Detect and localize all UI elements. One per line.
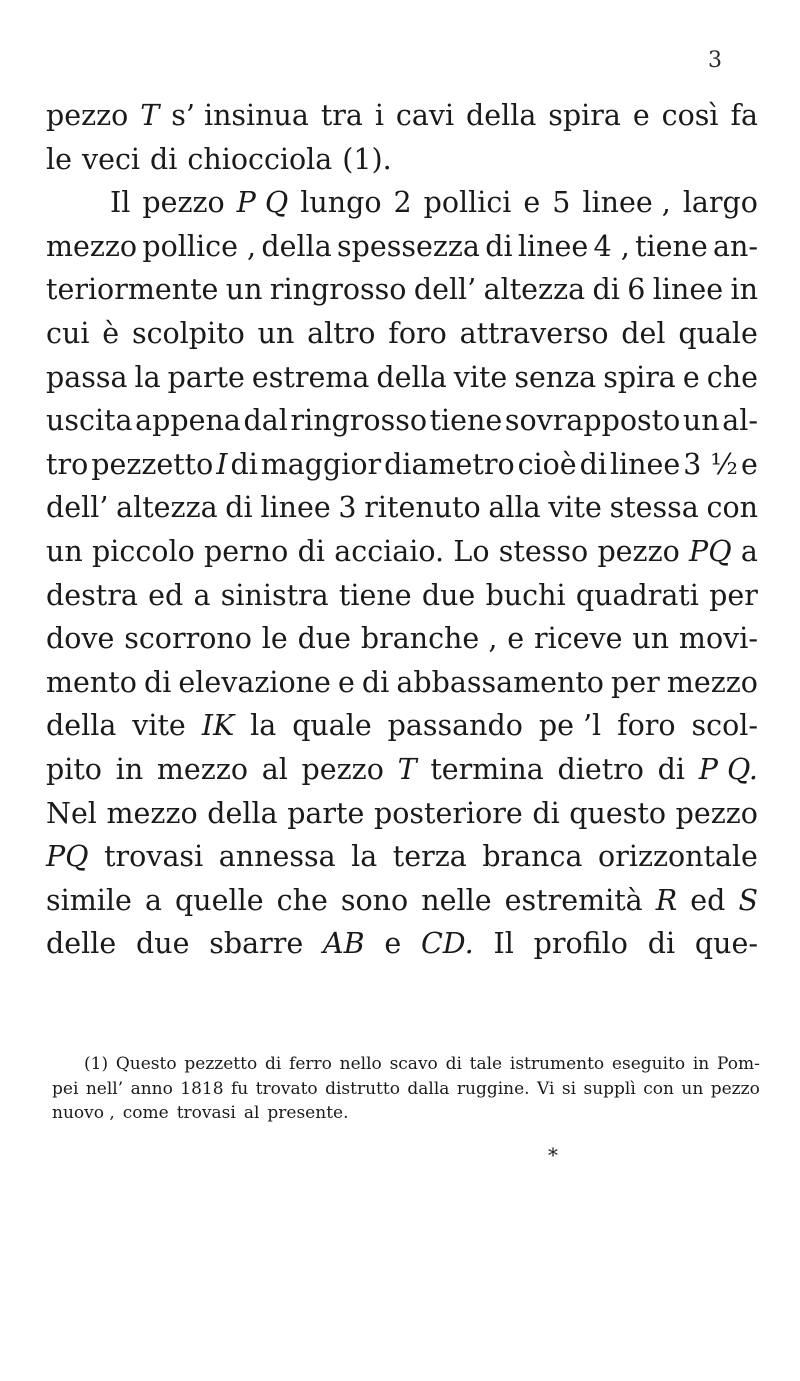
word: stessa — [609, 491, 699, 525]
word: di — [230, 447, 258, 481]
word: che — [276, 883, 328, 917]
word: a — [144, 883, 162, 917]
word: di — [150, 142, 178, 176]
footnote-line — [52, 1052, 760, 1077]
word: parte — [287, 796, 365, 830]
word: linee — [609, 447, 681, 481]
word: i — [374, 99, 384, 132]
word: pezzo — [710, 1078, 760, 1099]
word: R — [655, 883, 678, 917]
word: s’ insinua — [171, 99, 309, 132]
word: la — [134, 360, 161, 394]
word: pezzo — [142, 186, 225, 220]
word: ferro — [289, 1054, 332, 1074]
word: dell’ — [46, 491, 109, 525]
word: un — [632, 622, 670, 656]
paragraph-1 — [46, 94, 758, 181]
word: un — [682, 404, 720, 438]
page-number: 3 — [708, 48, 722, 73]
word: simile — [46, 883, 132, 917]
word: presente. — [267, 1103, 349, 1123]
word: branca — [482, 840, 583, 874]
word: P Q — [236, 186, 289, 220]
word: altro — [307, 316, 376, 350]
text-line — [46, 792, 758, 836]
word: 5 — [552, 186, 571, 220]
word: Lo — [453, 534, 490, 568]
text-line — [46, 486, 758, 530]
word: scol- — [691, 709, 758, 743]
word: dal — [243, 404, 288, 438]
word: foro — [388, 316, 447, 350]
word: terza — [392, 840, 467, 874]
word: distrutto — [325, 1078, 400, 1099]
paragraph-2 — [46, 181, 758, 966]
word: Vi — [537, 1078, 555, 1099]
word: per — [611, 665, 660, 699]
word: di — [579, 447, 607, 481]
word: alla — [488, 491, 541, 525]
word: elevazione — [178, 665, 331, 699]
word: di — [225, 491, 253, 525]
word: tiene — [338, 578, 412, 612]
word: acciaio. — [334, 534, 445, 568]
text-line — [46, 704, 758, 748]
word: delle — [46, 927, 117, 961]
footnote — [52, 1052, 760, 1126]
text-line — [46, 399, 758, 443]
word: Il — [493, 927, 514, 961]
word: ringrosso — [290, 404, 427, 438]
word: si — [561, 1078, 577, 1099]
word: pezzetto — [91, 447, 214, 481]
word: linee — [517, 229, 589, 263]
word: al — [261, 752, 288, 786]
word: della — [466, 99, 537, 132]
text-line — [46, 225, 758, 269]
word: della — [376, 360, 447, 394]
word: tiene — [635, 229, 708, 263]
word: 3 — [338, 491, 357, 525]
word: linee — [652, 273, 724, 307]
word: della — [261, 229, 332, 263]
text-line — [46, 138, 758, 182]
word: ruggine. — [456, 1078, 530, 1099]
word: tro — [46, 447, 89, 481]
word: teriormente — [46, 273, 219, 307]
word: quale — [678, 316, 758, 350]
word: veci — [81, 142, 141, 176]
word: la — [250, 709, 277, 743]
word: estrema — [251, 360, 370, 394]
word: P Q. — [698, 752, 758, 786]
text-line — [46, 922, 758, 966]
word: istrumento — [509, 1054, 605, 1074]
word: scolpito — [131, 316, 245, 350]
word: I — [216, 447, 228, 481]
word: al- — [722, 404, 758, 438]
word: nell’ — [85, 1078, 124, 1099]
word: abbassamento — [396, 665, 604, 699]
word: scavo — [389, 1054, 438, 1074]
word: quadrati — [575, 578, 699, 612]
word: con — [706, 491, 758, 525]
word: T — [397, 752, 417, 786]
word: di — [143, 665, 172, 699]
word: in — [115, 752, 144, 786]
word: altezza — [116, 491, 218, 525]
word: fu — [230, 1078, 249, 1099]
word: AB — [323, 927, 365, 961]
word: mezzo — [156, 752, 248, 786]
word: supplì — [583, 1078, 636, 1099]
word: anno — [130, 1078, 173, 1099]
word: sono — [340, 883, 409, 917]
word: Questo — [115, 1054, 177, 1074]
word: un — [257, 316, 295, 350]
word: que- — [694, 927, 758, 961]
word: (1). — [342, 142, 392, 176]
word: tale — [469, 1054, 503, 1074]
text-line — [46, 181, 758, 225]
word: maggior — [260, 447, 382, 481]
word: sovrapposto — [504, 404, 681, 438]
word: posteriore — [373, 796, 523, 830]
word: branche , — [360, 622, 498, 656]
word: di — [297, 534, 325, 568]
text-line — [46, 94, 758, 138]
footnote-line — [52, 1077, 760, 1102]
word: due — [421, 578, 476, 612]
word: della — [46, 709, 117, 743]
word: spessezza — [337, 229, 480, 263]
word: cavi — [395, 99, 455, 132]
body-text — [46, 94, 758, 966]
word: tiene — [429, 404, 503, 438]
word: al — [243, 1103, 260, 1123]
word: di — [445, 1054, 462, 1074]
word: di — [532, 796, 560, 830]
word: altezza — [483, 273, 586, 307]
word: un — [681, 1078, 704, 1099]
word: nelle — [421, 883, 492, 917]
word: annessa — [218, 840, 336, 874]
word: di — [657, 752, 686, 786]
word: pezzo — [675, 796, 758, 830]
word: per — [709, 578, 758, 612]
word: profilo — [533, 927, 628, 961]
word: appena — [135, 404, 241, 438]
word: ed — [148, 578, 184, 612]
word: 1818 — [180, 1078, 224, 1099]
word: quelle — [175, 883, 264, 917]
word: in — [692, 1054, 710, 1074]
word: di — [485, 229, 513, 263]
word: largo — [682, 186, 758, 220]
word: pito — [46, 752, 102, 786]
word: questo — [569, 796, 666, 830]
word: dalla — [407, 1078, 450, 1099]
word: e — [632, 99, 650, 132]
word: 4 , — [593, 229, 630, 263]
word: a — [740, 534, 758, 568]
word: con — [643, 1078, 674, 1099]
word: un — [46, 534, 83, 568]
word: e — [337, 665, 355, 699]
word: un — [225, 273, 263, 307]
word: lungo — [300, 186, 382, 220]
word: pezzo — [46, 99, 129, 132]
word: e — [523, 186, 541, 220]
word: ritenuto — [364, 491, 481, 525]
word: ed — [690, 883, 726, 917]
word: 6 — [627, 273, 646, 307]
word: della — [207, 796, 278, 830]
text-line — [46, 268, 758, 312]
word: (1) — [84, 1054, 109, 1074]
word: PQ — [689, 534, 732, 568]
word: pe ’l — [538, 709, 602, 743]
word: sinistra — [220, 578, 329, 612]
word: an- — [713, 229, 758, 263]
word: di — [592, 273, 620, 307]
word: tra — [320, 99, 363, 132]
word: Nel — [46, 796, 97, 830]
word: riceve — [533, 622, 623, 656]
word: e — [507, 622, 525, 656]
text-line — [46, 530, 758, 574]
word: linee — [260, 491, 331, 525]
text-line — [46, 312, 758, 356]
word: pezzo — [597, 534, 680, 568]
word: T — [140, 99, 160, 132]
text-line — [46, 835, 758, 879]
word: mezzo — [666, 665, 758, 699]
word: senza — [514, 360, 597, 394]
word: cioè — [517, 447, 577, 481]
word: del — [621, 316, 666, 350]
word: due — [136, 927, 190, 961]
text-line — [46, 661, 758, 705]
text-line — [46, 748, 758, 792]
word: mento — [46, 665, 137, 699]
word: attraverso — [459, 316, 609, 350]
word: 3 ½ — [683, 447, 739, 481]
word: movi- — [678, 622, 758, 656]
text-line — [46, 879, 758, 923]
word: così — [661, 99, 719, 132]
word: piccolo — [92, 534, 195, 568]
text-line — [46, 574, 758, 618]
word: Il — [110, 186, 131, 220]
word: PQ — [46, 840, 89, 874]
word: destra — [46, 578, 138, 612]
word: orizzontale — [598, 840, 758, 874]
word: trovasi — [104, 840, 204, 874]
word: termina — [430, 752, 544, 786]
word: quale — [292, 709, 372, 743]
word: scorrono — [124, 622, 252, 656]
word: pollici — [423, 186, 512, 220]
text-line — [46, 356, 758, 400]
word: è — [102, 316, 120, 350]
word: passa — [46, 360, 128, 394]
word: perno — [204, 534, 289, 568]
word: chiocciola — [187, 142, 333, 176]
word: trovasi — [176, 1103, 236, 1123]
word: sbarre — [209, 927, 304, 961]
word: e — [741, 447, 758, 481]
word: foro — [617, 709, 676, 743]
word: stesso — [498, 534, 589, 568]
word: pei — [52, 1078, 79, 1099]
word: pollice , — [142, 229, 257, 263]
word: pezzetto — [184, 1054, 258, 1074]
word: la — [351, 840, 378, 874]
word: S — [738, 883, 758, 917]
word: cui — [46, 316, 90, 350]
word: dell’ — [413, 273, 477, 307]
word: e — [384, 927, 402, 961]
word: dietro — [557, 752, 644, 786]
word: le — [46, 142, 72, 176]
word: diametro — [384, 447, 515, 481]
word: buchi — [485, 578, 566, 612]
word: e — [682, 360, 700, 394]
word: a — [193, 578, 211, 612]
word: mezzo — [106, 796, 198, 830]
word: di — [361, 665, 390, 699]
word: mezzo — [46, 229, 138, 263]
word: passando — [387, 709, 523, 743]
word: dove — [46, 622, 115, 656]
word: vite — [132, 709, 186, 743]
word: di — [264, 1054, 282, 1074]
word: spira — [548, 99, 621, 132]
word: pezzo — [301, 752, 384, 786]
footnote-line — [52, 1101, 760, 1126]
word: Pom- — [717, 1054, 760, 1074]
word: parte — [167, 360, 245, 394]
word: come — [122, 1103, 169, 1123]
word: due — [297, 622, 352, 656]
word: 2 — [393, 186, 412, 220]
word: estremità — [504, 883, 643, 917]
word: IK — [201, 709, 235, 743]
word: spira — [603, 360, 676, 394]
word: CD. — [420, 927, 474, 961]
word: fa — [730, 99, 758, 132]
word: di — [647, 927, 676, 961]
word: nello — [339, 1054, 382, 1074]
word: trovato — [255, 1078, 318, 1099]
word: uscita — [46, 404, 133, 438]
word: nuovo , — [52, 1103, 115, 1123]
word: che — [706, 360, 758, 394]
word: linee , — [582, 186, 671, 220]
word: eseguito — [611, 1054, 686, 1074]
word: vite — [548, 491, 602, 525]
text-line — [46, 617, 758, 661]
signature-mark: * — [548, 1143, 558, 1167]
word: vite — [453, 360, 508, 394]
text-line — [46, 443, 758, 487]
word: le — [261, 622, 288, 656]
word: in — [730, 273, 758, 307]
word: ringrosso — [269, 273, 407, 307]
